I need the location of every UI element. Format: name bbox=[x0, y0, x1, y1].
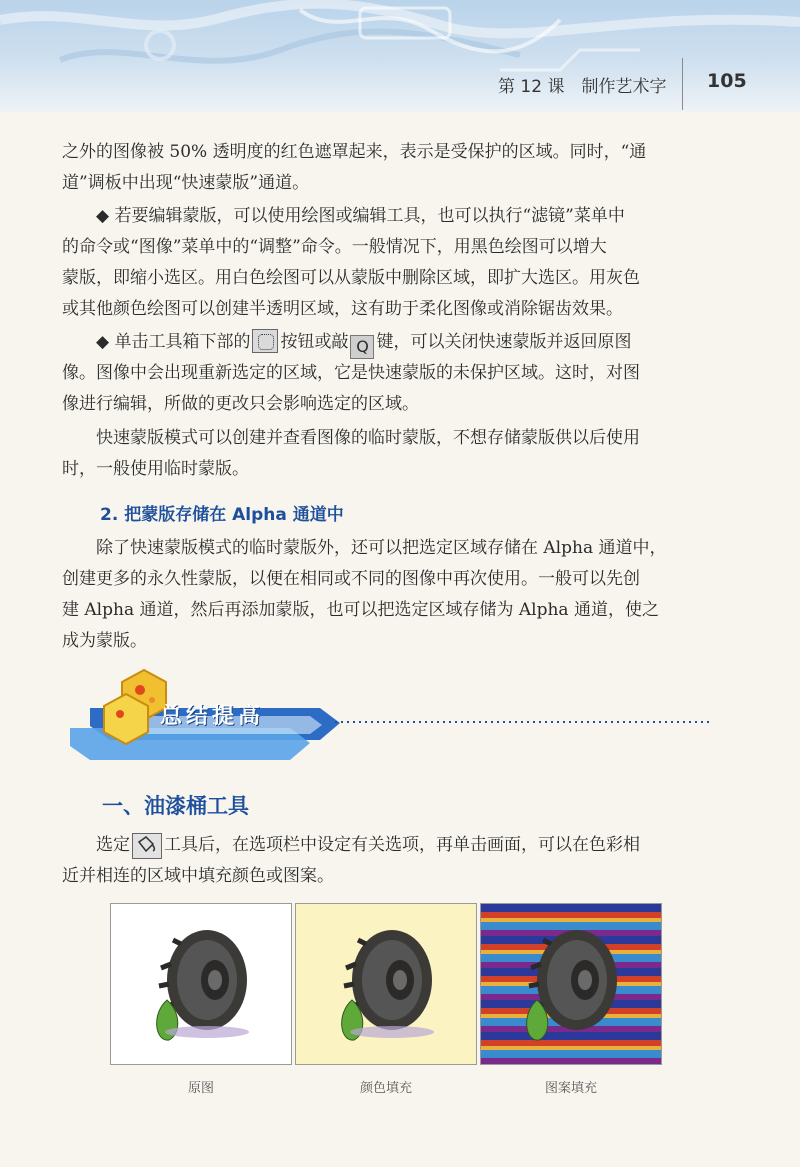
header-divider bbox=[682, 58, 683, 110]
section-heading: 一、油漆桶工具 bbox=[102, 794, 249, 818]
text-line: 除了快速蒙版模式的临时蒙版外，还可以把选定区域存储在 Alpha 通道中， bbox=[96, 538, 667, 558]
text-line: 成为蒙版。 bbox=[62, 631, 147, 651]
subsection-heading: 2. 把蒙版存储在 Alpha 通道中 bbox=[100, 505, 344, 525]
text-line: 或其他颜色绘图可以创建半透明区域，这有助于柔化图像或消除锯齿效果。 bbox=[62, 299, 623, 319]
summary-banner bbox=[60, 668, 720, 778]
paragraph-1 bbox=[62, 137, 712, 199]
text-line: 蒙版，即缩小选区。用白色绘图可以从蒙版中删除区域，即扩大选区。用灰色 bbox=[62, 268, 640, 288]
text-segment: 工具后，在选项栏中设定有关选项，再单击画面，可以在色彩相 bbox=[164, 835, 640, 855]
text-line: 时，一般使用临时蒙版。 bbox=[62, 459, 249, 479]
tire-image bbox=[296, 904, 477, 1065]
header-decoration bbox=[0, 0, 800, 112]
text-segment: 选定 bbox=[96, 835, 130, 855]
text-line: 像。图像中会出现重新选定的区域，它是快速蒙版的未保护区域。这时，对图 bbox=[62, 363, 640, 383]
text-line: 近并相连的区域中填充颜色或图案。 bbox=[62, 866, 334, 886]
text-line: 创建更多的永久性蒙版，以便在相同或不同的图像中再次使用。一般可以先创 bbox=[62, 569, 640, 589]
text-segment: 键，可以关闭快速蒙版并返回原图 bbox=[376, 332, 632, 352]
paragraph-2 bbox=[62, 201, 712, 325]
page-number: 105 bbox=[707, 70, 747, 92]
figure-caption: 颜色填充 bbox=[359, 1081, 412, 1096]
text-line bbox=[62, 327, 712, 358]
text-line: 快速蒙版模式可以创建并查看图像的临时蒙版，不想存储蒙版供以后使用 bbox=[96, 428, 640, 448]
chapter-title: 第 12 课 制作艺术字 bbox=[498, 77, 667, 97]
figure-color-fill bbox=[295, 903, 477, 1065]
banner-title: 总结提高 bbox=[160, 704, 265, 729]
text-line: 像进行编辑，所做的更改只会影响选定的区域。 bbox=[62, 394, 419, 414]
paragraph-4 bbox=[62, 423, 712, 485]
text-segment: 按钮或敲 bbox=[280, 332, 349, 352]
tire-image bbox=[481, 904, 662, 1065]
paragraph-bucket bbox=[62, 830, 712, 892]
text-line: 建 Alpha 通道，然后再添加蒙版，也可以把选定区域存储为 Alpha 通道，使之 bbox=[62, 600, 659, 620]
tire-image bbox=[111, 904, 292, 1065]
text-line: 道”调板中出现“快速蒙版”通道。 bbox=[62, 173, 310, 193]
text-segment: ◆ 单击工具箱下部的 bbox=[96, 332, 251, 352]
paint-bucket-icon bbox=[132, 833, 162, 859]
figure-original bbox=[110, 903, 292, 1065]
quick-mask-button-icon bbox=[252, 329, 278, 353]
figure-caption: 图案填充 bbox=[544, 1081, 597, 1096]
text-line: 之外的图像被 50% 透明度的红色遮罩起来，表示是受保护的区域。同时，“通 bbox=[62, 142, 647, 162]
page-header bbox=[0, 0, 800, 112]
figure-pattern-fill bbox=[480, 903, 662, 1065]
text-line: ◆ 若要编辑蒙版，可以使用绘图或编辑工具，也可以执行“滤镜”菜单中 bbox=[96, 206, 625, 226]
text-line: 的命令或“图像”菜单中的“调整”命令。一般情况下，用黑色绘图可以增大 bbox=[62, 237, 607, 257]
paragraph-5 bbox=[62, 533, 712, 657]
text-line bbox=[62, 830, 712, 861]
figure-caption: 原图 bbox=[187, 1081, 214, 1096]
q-key-icon: Q bbox=[350, 335, 374, 359]
figure-row bbox=[110, 903, 662, 1065]
paragraph-3 bbox=[62, 327, 712, 420]
